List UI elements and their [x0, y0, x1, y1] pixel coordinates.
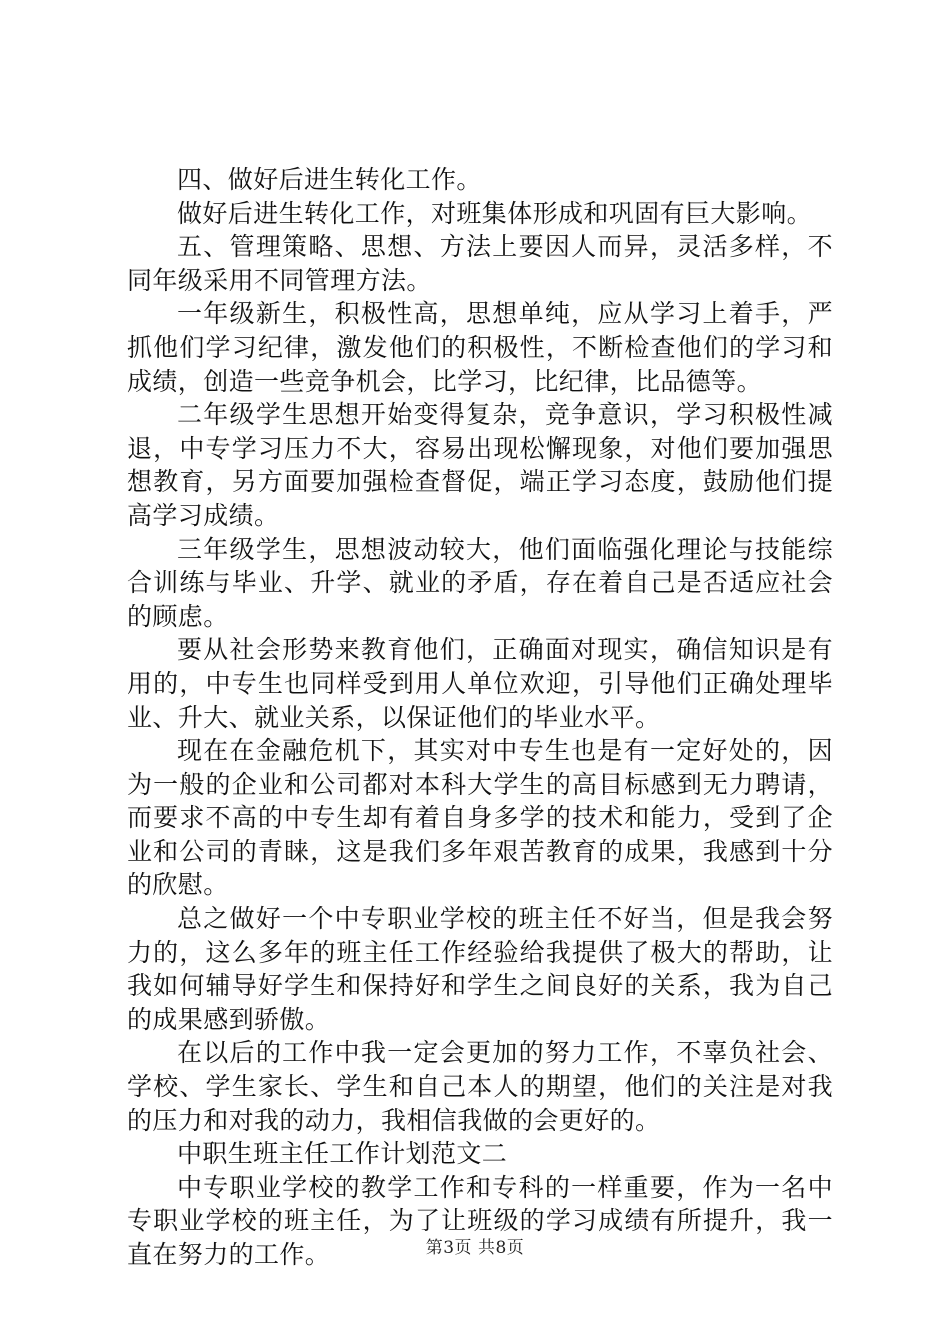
paragraph: 三年级学生，思想波动较大，他们面临强化理论与技能综合训练与毕业、升学、就业的矛盾，存在着自己是否适应社会的顾虑。: [127, 534, 833, 631]
heading-section-five: 五、管理策略、思想、方法上要因人而异，灵活多样，不同年级采用不同管理方法。: [127, 232, 833, 295]
paragraph: 总之做好一个中专职业学校的班主任不好当，但是我会努力的，这么多年的班主任工作经验给我提供了极大的帮助，让我如何辅导好学生和保持好和学生之间良好的关系，我为自己的成果感到骄傲。: [127, 904, 833, 1034]
paragraph: 做好后进生转化工作，对班集体形成和巩固有巨大影响。: [177, 198, 813, 228]
paragraph: 要从社会形势来教育他们，正确面对现实，确信知识是有用的，中专生也同样受到用人单位欢迎，引导他们正确处理毕业、升大、就业关系，以保证他们的毕业水平。: [127, 635, 833, 732]
paragraph: 二年级学生思想开始变得复杂，竞争意识，学习积极性减退，中专学习压力不大，容易出现松懈现象，对他们要加强思想教育，另方面要加强检查督促，端正学习态度，鼓励他们提高学习成绩。: [127, 400, 833, 530]
paragraph: 现在在金融危机下，其实对中专生也是有一定好处的，因为一般的企业和公司都对本科大学生的高目标感到无力聘请，而要求不高的中专生却有着自身多学的技术和能力，受到了企业和公司的青睐，这是我们多年艰苦教育的成果，我感到十分的欣慰。: [127, 736, 833, 900]
article-subtitle: 中职生班主任工作计划范文二: [177, 1139, 508, 1169]
document-body: [127, 163, 833, 1272]
paragraph: 中专职业学校的教学工作和专科的一样重要，作为一名中专职业学校的班主任，为了让班级的学习成绩有所提升，我一直在努力的工作。: [127, 1172, 833, 1269]
page-number-footer: 第3页 共8页: [425, 1238, 525, 1258]
paragraph: 一年级新生，积极性高，思想单纯，应从学习上着手，严抓他们学习纪律，激发他们的积极性，不断检查他们的学习和成绩，创造一些竞争机会，比学习，比纪律，比品德等。: [127, 299, 833, 396]
heading-section-four: 四、做好后进生转化工作。: [177, 165, 482, 194]
paragraph: 在以后的工作中我一定会更加的努力工作，不辜负社会、学校、学生家长、学生和自己本人的期望，他们的关注是对我的压力和对我的动力，我相信我做的会更好的。: [127, 1038, 833, 1135]
